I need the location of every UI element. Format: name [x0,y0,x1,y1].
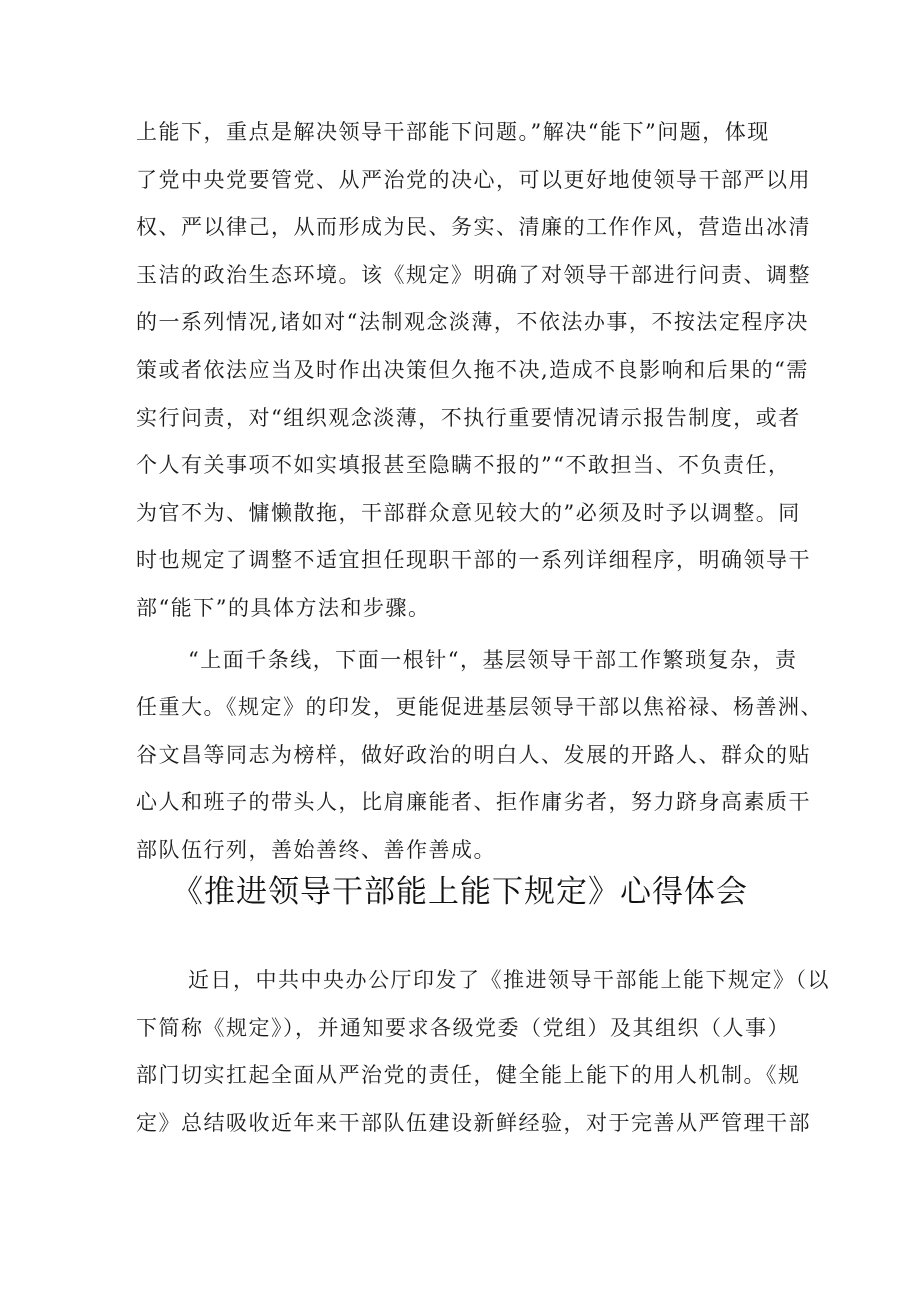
text-line: 实行问责，对“组织观念淡薄，不执行重要情况请示报告制度，或者 [136,405,801,430]
text-line: 谷文昌等同志为榜样，做好政治的明白人、发展的开路人、群众的贴 [136,742,811,767]
text-line: 了党中央党要管党、从严治党的决心，可以更好地使领导干部严以用 [136,167,811,192]
text-line: 近日，中共中央办公厅印发了《推进领导干部能上能下规定》（以 [188,968,830,992]
text-line: 定》总结吸收近年来干部队伍建设新鲜经验，对于完善从严管理干部 [136,1110,811,1135]
article-title: 《推进领导干部能上能下规定》心得体会 [172,874,748,910]
text-line: 玉洁的政治生态环境。该《规定》明确了对领导干部进行问责、调整 [136,262,811,287]
text-line: 部门切实扛起全面从严治党的责任，健全能上能下的用人机制。《规 [136,1063,801,1088]
text-line: 部“能下”的具体方法和步骤。 [136,596,431,620]
text-line: 策或者依法应当及时作出决策但久拖不决,造成不良影响和后果的“需 [136,358,809,382]
text-line: 权、严以律己，从而形成为民、务实、清廉的工作作风，营造出冰清 [136,215,811,240]
text-line: 心人和班子的带头人，比肩廉能者、拒作庸劣者，努力跻身高素质干 [136,790,811,815]
text-line: 个人有关事项不如实填报甚至隐瞒不报的”“不敢担当、不负责任， [136,453,791,478]
text-line: 的一系列情况,诸如对“法制观念淡薄，不依法办事，不按法定程序决 [136,310,809,335]
text-line: 时也规定了调整不适宜担任现职干部的一系列详细程序，明确领导干 [136,548,811,573]
text-line: “上面千条线，下面一根针“，基层领导干部工作繁琐复杂，责 [188,647,798,672]
text-line: 为官不为、慵懒散拖，干部群众意见较大的”必须及时予以调整。同 [136,500,801,525]
text-line: 任重大。《规定》的印发，更能促进基层领导干部以焦裕禄、杨善洲、 [136,695,823,720]
text-line: 上能下，重点是解决领导干部能下问题。”解决“能下”问题，体现 [136,120,770,144]
text-line: 部队伍行列，善始善终、善作善成。 [136,838,496,862]
text-line: 下简称《规定》），并通知要求各级党委（党组）及其组织（人事） [136,1015,790,1040]
